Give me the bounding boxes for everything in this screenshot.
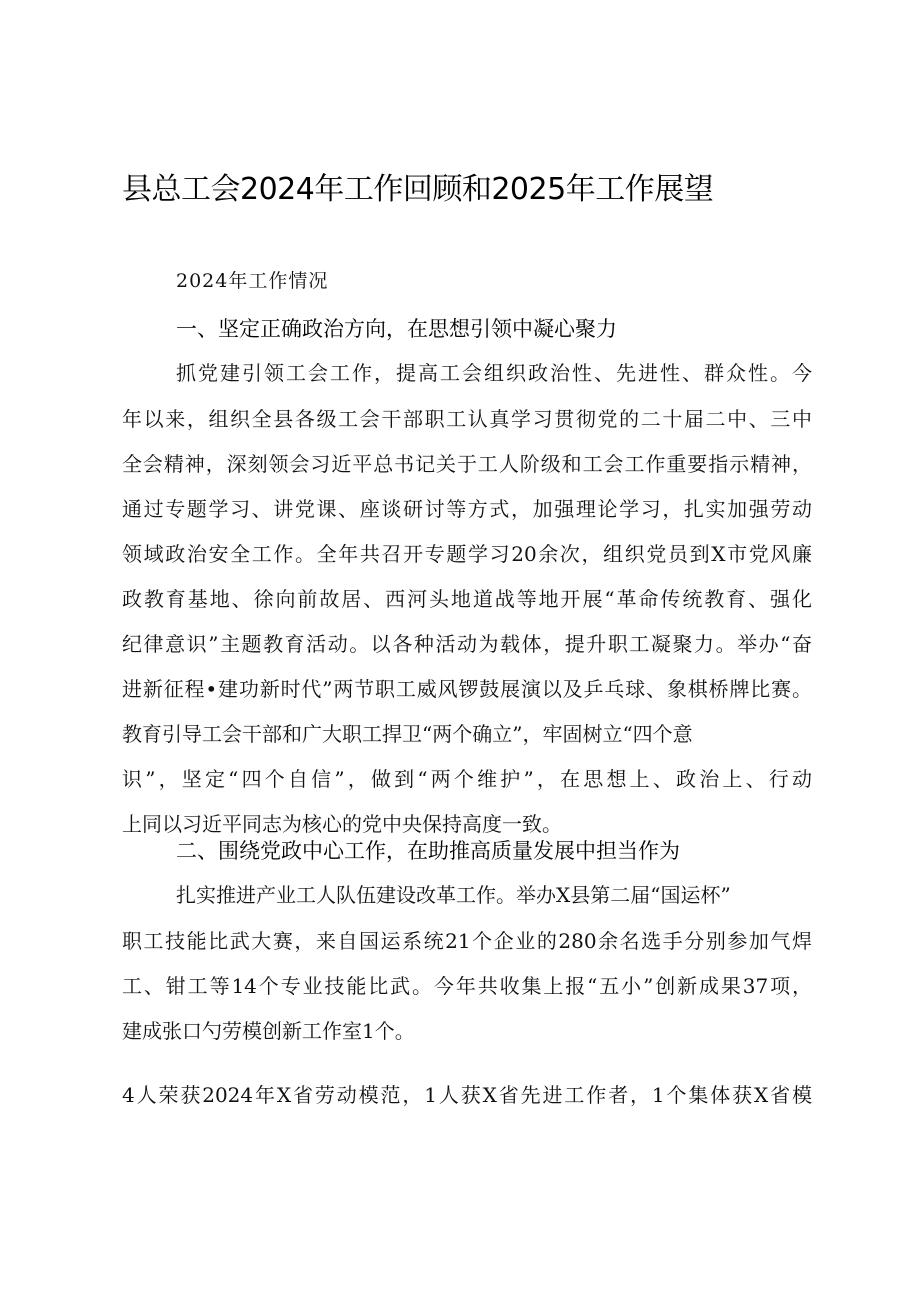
- paragraph-line: 进新征程•建功新时代”两节职工威风锣鼓展演以及乒乓球、象棋桥牌比赛。: [122, 677, 812, 701]
- paragraph-line: 教育引导工会干部和广大职工捍卫“两个确立”，牢固树立“四个意: [122, 722, 693, 746]
- paragraph-line: 政教育基地、徐向前故居、西河头地道战等地开展“革命传统教育、强化: [122, 587, 812, 611]
- heading-2: 二、围绕党政中心工作，在助推高质量发展中担当作为: [176, 839, 680, 863]
- paragraph-line: 纪律意识”主题教育活动。以各种活动为载体，提升职工凝聚力。举办“奋: [122, 632, 812, 656]
- paragraph-line: 4人荣获2024年X省劳动模范，1人获X省先进工作者，1个集体获X省模: [122, 1083, 812, 1107]
- paragraph-line: 建成张口勺劳模创新工作室1个。: [122, 1019, 415, 1043]
- paragraph-line: 职工技能比武大赛，来自国运系统21个企业的280余名选手分别参加气焊: [122, 929, 812, 953]
- section-label: 2024年工作情况: [176, 270, 329, 292]
- paragraph-line: 抓党建引领工会工作，提高工会组织政治性、先进性、群众性。今: [176, 361, 812, 385]
- heading-1: 一、坚定正确政治方向，在思想引领中凝心聚力: [176, 317, 617, 341]
- paragraph-line: 识”，坚定“四个自信”，做到“两个维护”，在思想上、政治上、行动: [122, 767, 812, 791]
- paragraph-line: 扎实推进产业工人队伍建设改革工作。举办X县第二届“国运杯”: [176, 883, 731, 907]
- paragraph-line: 上同以习近平同志为核心的党中央保持高度一致。: [122, 812, 562, 836]
- document-title: 县总工会2024年工作回顾和2025年工作展望: [122, 172, 714, 207]
- paragraph-line: 全会精神，深刻领会习近平总书记关于工人阶级和工会工作重要指示精神，: [122, 452, 812, 476]
- paragraph-line: 通过专题学习、讲党课、座谈研讨等方式，加强理论学习，扎实加强劳动: [122, 497, 812, 521]
- paragraph-line: 年以来，组织全县各级工会干部职工认真学习贯彻党的二十届二中、三中: [122, 407, 812, 431]
- paragraph-line: 工、钳工等14个专业技能比武。今年共收集上报“五小”创新成果37项，: [122, 974, 812, 998]
- paragraph-line: 领域政治安全工作。全年共召开专题学习20余次，组织党员到X市党风廉: [122, 542, 812, 566]
